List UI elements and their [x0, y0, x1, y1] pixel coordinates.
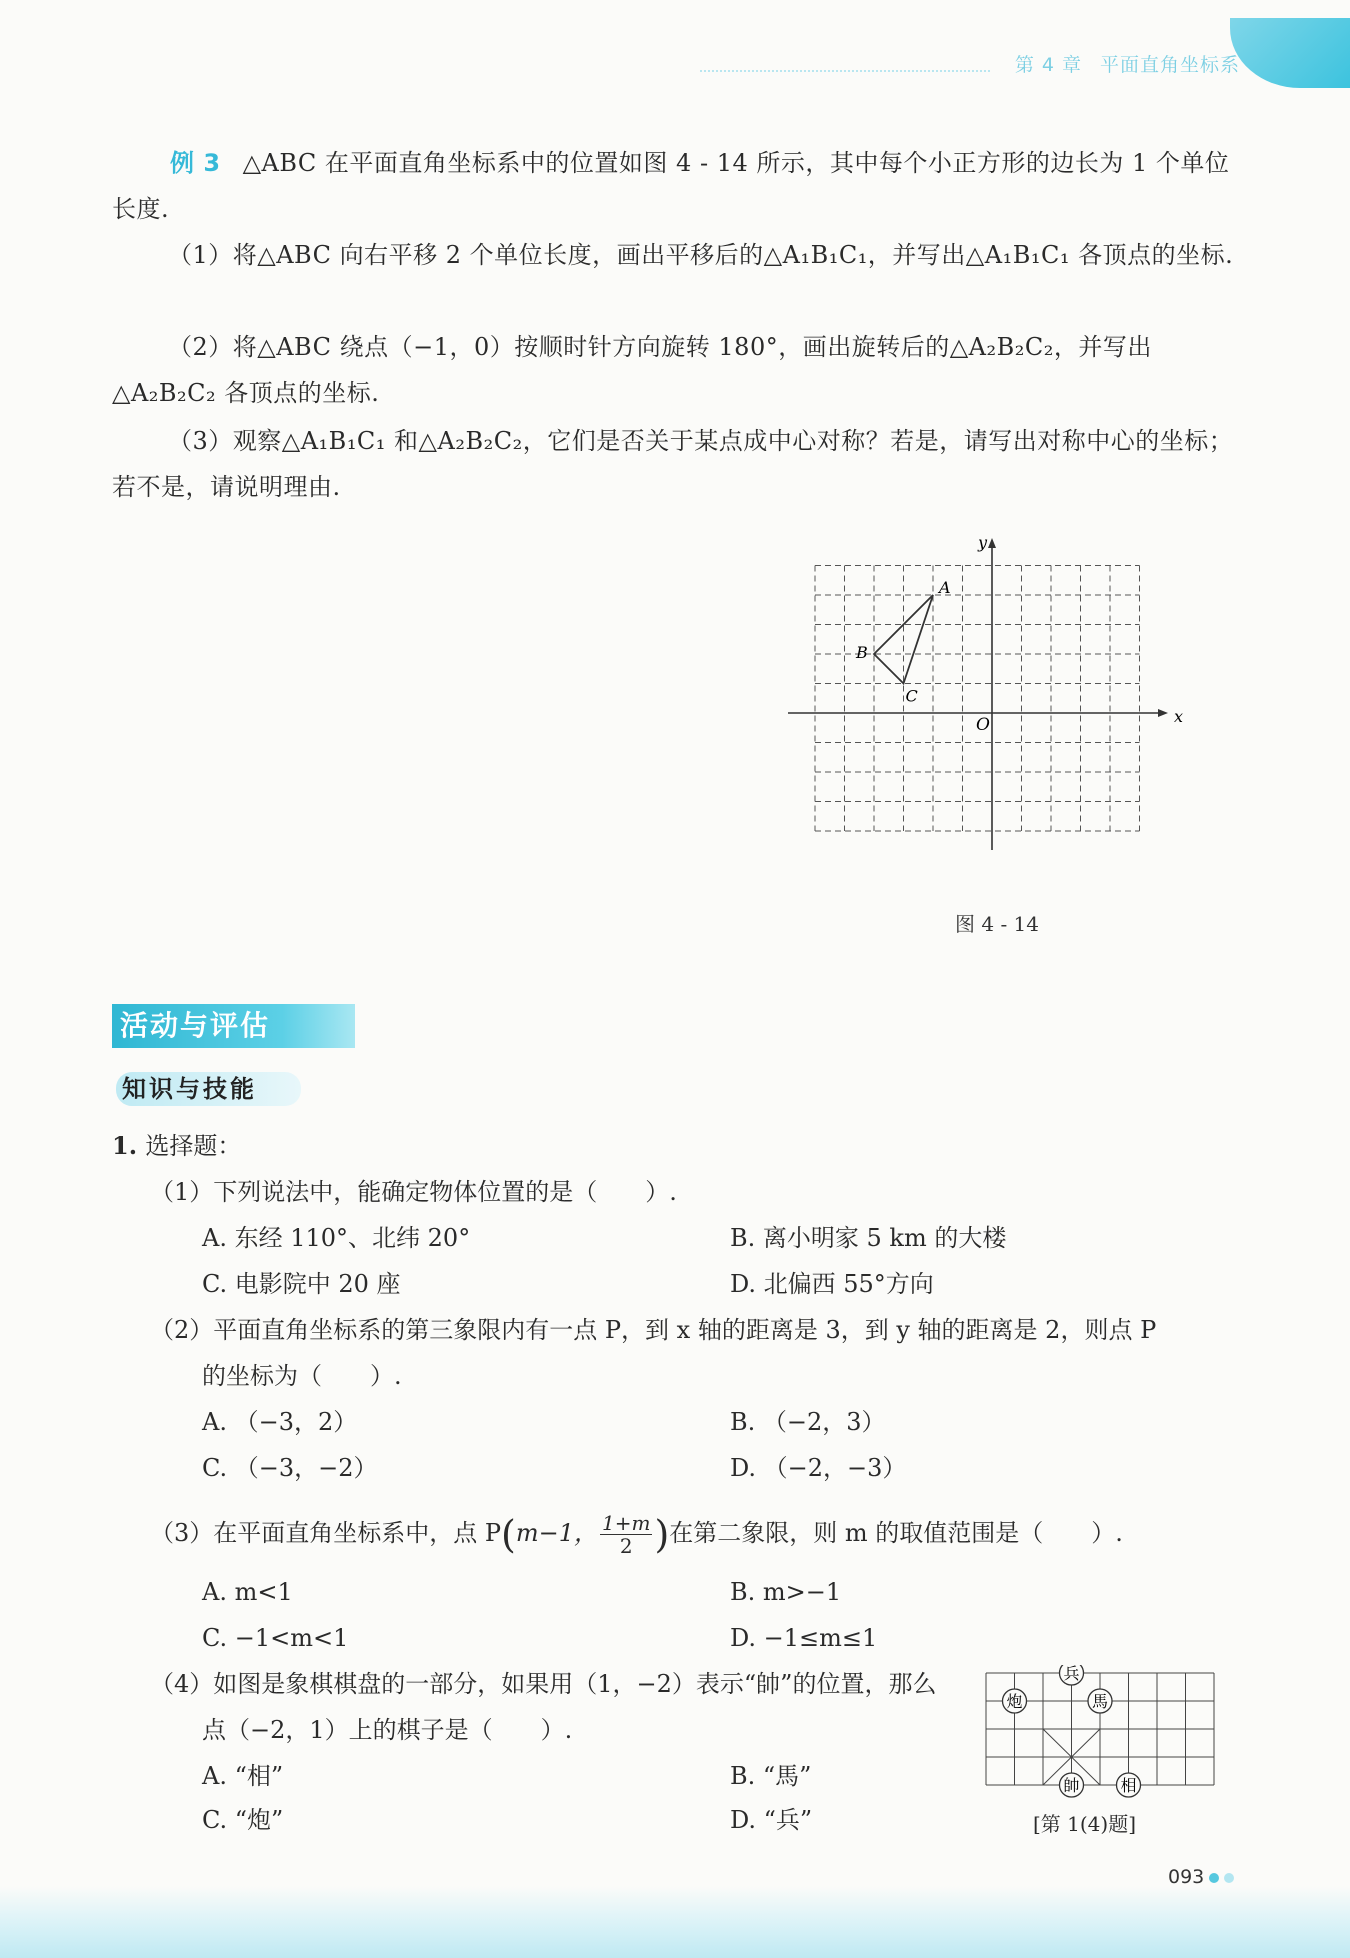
q3-option-d: D. −1≤m≤1 — [730, 1624, 878, 1652]
vertex-label-b: B — [856, 643, 868, 662]
page-dot-icon — [1209, 1873, 1219, 1883]
q3-option-a: A. m<1 — [202, 1578, 293, 1606]
chess-piece-label: 炮 — [1006, 1692, 1023, 1711]
coordinate-grid-figure — [780, 530, 1210, 880]
fraction-numerator: 1+m — [602, 1511, 651, 1535]
q4-option-b: B. “馬” — [730, 1762, 812, 1790]
q4-option-d: D. “兵” — [730, 1806, 813, 1834]
q4-stem: （4）如图是象棋棋盘的一部分，如果用（1，−2）表示“帥”的位置，那么 — [150, 1670, 937, 1698]
example-intro — [112, 140, 1237, 232]
chess-piece-label: 兵 — [1063, 1665, 1080, 1683]
exercise-heading — [112, 1126, 241, 1166]
q2-option-a: A. （−3，2） — [202, 1408, 358, 1436]
section-banner: 活动与评估 — [112, 1004, 355, 1048]
q1-option-a: A. 东经 110°、北纬 20° — [202, 1224, 471, 1252]
page-dot-icon — [1224, 1873, 1234, 1883]
chapter-label: 第 4 章 — [1014, 54, 1082, 76]
example-question-1: （1）将△ABC 向右平移 2 个单位长度，画出平移后的△A₁B₁C₁，并写出△A₁B₁C₁ 各顶点的坐标. — [168, 241, 1234, 269]
vertex-label-c: C — [905, 686, 918, 706]
q3-stem-part-b: 在第二象限，则 m 的取值范围是（ ）. — [669, 1519, 1123, 1547]
running-header — [997, 50, 1240, 77]
chess-piece-label: 馬 — [1091, 1692, 1109, 1711]
chess-piece-label: 相 — [1120, 1776, 1137, 1795]
right-paren: ) — [654, 1512, 670, 1557]
exercise-number: 1. — [112, 1131, 138, 1160]
figure-caption: 图 4 - 14 — [955, 912, 1040, 936]
q3-fraction — [600, 1512, 652, 1557]
page-number-text: 093 — [1168, 1866, 1205, 1888]
q2-stem: （2）平面直角坐标系的第三象限内有一点 P，到 x 轴的距离是 3，到 y 轴的距离是 2，则点 P — [150, 1316, 1157, 1344]
header-corner-tab — [1230, 18, 1350, 88]
q2-option-d: D. （−2，−3） — [730, 1454, 907, 1482]
q1-stem: （1）下列说法中，能确定物体位置的是（ ）. — [150, 1178, 677, 1206]
q3-stem-part-a: （3）在平面直角坐标系中，点 P — [150, 1519, 502, 1547]
page-number — [1168, 1866, 1234, 1888]
fraction-denominator: 2 — [619, 1534, 633, 1558]
subsection-banner: 知识与技能 — [116, 1072, 301, 1106]
exercise-type: 选择题： — [145, 1132, 242, 1160]
y-axis-arrow — [988, 538, 996, 548]
left-paren: ( — [501, 1512, 516, 1557]
chapter-title: 平面直角坐标系 — [1099, 54, 1240, 76]
chess-piece-label: 帥 — [1063, 1776, 1080, 1795]
vertex-label-a: A — [939, 578, 951, 597]
footer-band — [0, 1886, 1350, 1958]
x-axis-label: x — [1174, 707, 1184, 726]
example-label: 例 3 — [170, 149, 221, 177]
q1-option-c: C. 电影院中 20 座 — [202, 1270, 401, 1298]
x-axis-arrow — [1158, 709, 1168, 717]
q2-option-b: B. （−2，3） — [730, 1408, 886, 1436]
q3-option-c: C. −1<m<1 — [202, 1624, 349, 1652]
q1-option-d: D. 北偏西 55°方向 — [730, 1270, 934, 1298]
header-decor-line — [700, 70, 990, 72]
q3-coord-x: m−1， — [515, 1519, 599, 1547]
origin-label: O — [976, 715, 990, 735]
chess-figure-caption: [第 1(4)题] — [1033, 1812, 1137, 1836]
q4-option-a: A. “相” — [202, 1762, 284, 1790]
q2-stem-continued: 的坐标为（ ）. — [202, 1362, 402, 1390]
q1-option-b: B. 离小明家 5 km 的大楼 — [730, 1224, 1007, 1252]
chess-board-figure — [980, 1665, 1220, 1815]
example-intro-text: △ABC 在平面直角坐标系中的位置如图 4 - 14 所示，其中每个小正方形的边长为 1 个单位长度. — [112, 149, 1230, 223]
dashed-grid — [815, 566, 1140, 832]
q3-option-b: B. m>−1 — [730, 1578, 842, 1606]
example-question-2: （2）将△ABC 绕点（−1，0）按顺时针方向旋转 180°，画出旋转后的△A₂B₂C₂，并写出△A₂B₂C₂ 各顶点的坐标. — [112, 333, 1152, 407]
q4-stem-continued: 点（−2，1）上的棋子是（ ）. — [202, 1716, 573, 1744]
y-axis-label: y — [978, 533, 988, 552]
example-question-3: （3）观察△A₁B₁C₁ 和△A₂B₂C₂，它们是否关于某点成中心对称？若是，请写出对称中心的坐标；若不是，请说明理由. — [112, 427, 1234, 501]
q3-stem — [150, 1508, 1123, 1558]
q4-option-c: C. “炮” — [202, 1806, 284, 1834]
q2-option-c: C. （−3，−2） — [202, 1454, 378, 1482]
